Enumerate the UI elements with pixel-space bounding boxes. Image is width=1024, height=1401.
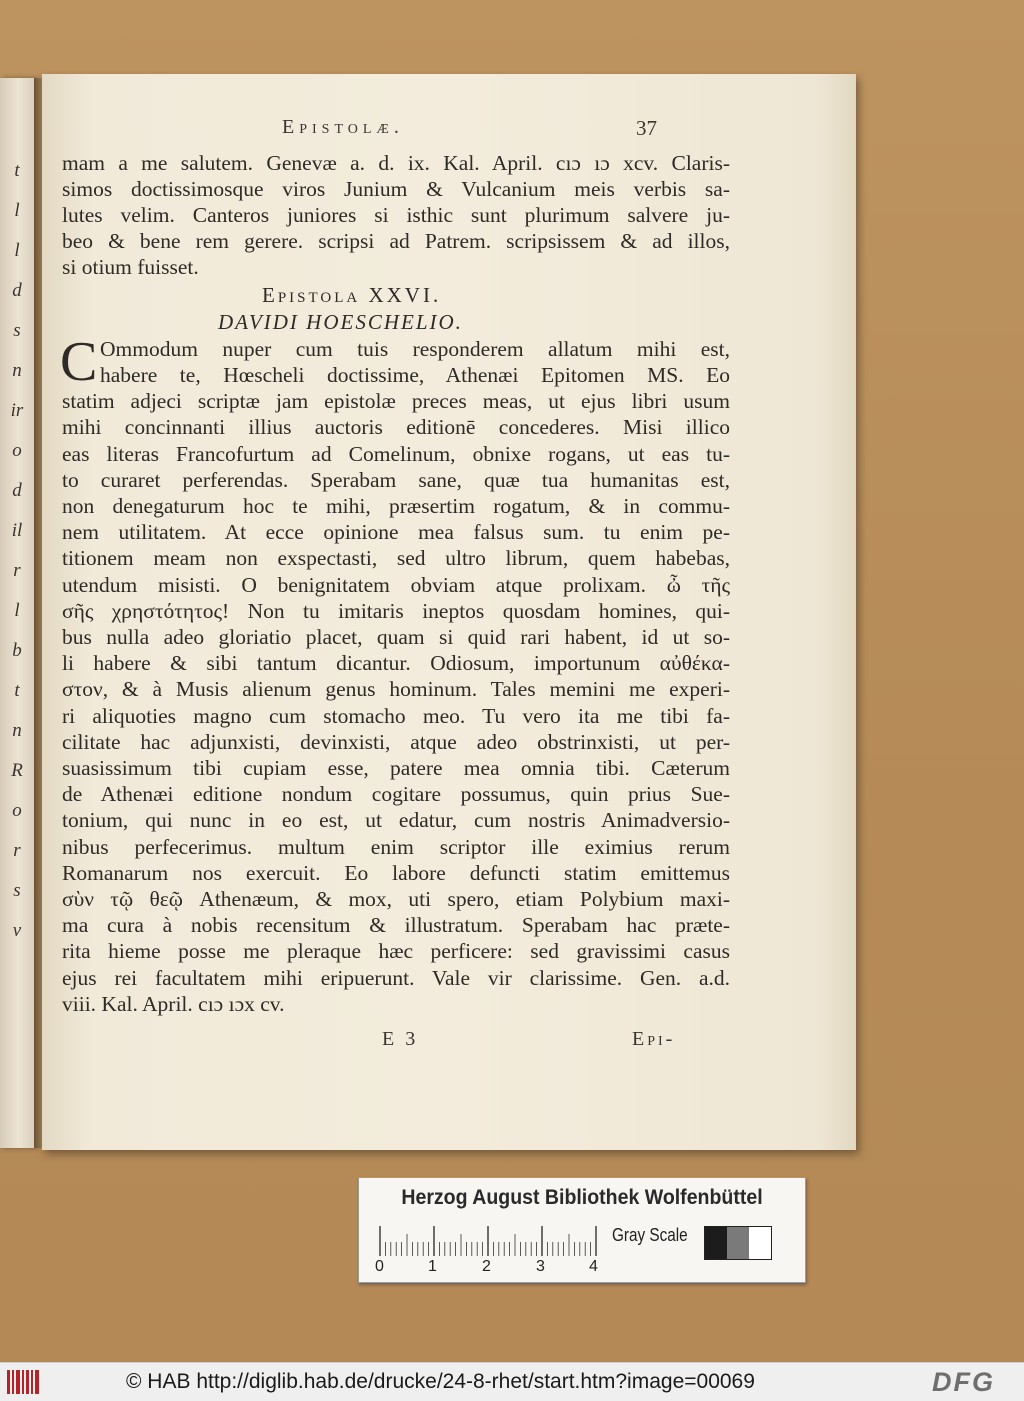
- left-page-fragment: d: [12, 280, 22, 301]
- text-line: nibus perfecerimus. multum enim scriptor ille eximius rerum: [62, 834, 730, 859]
- text-line: utendum misisti. O benignitatem obviam atque prolixam. ὦ τῆς: [62, 572, 730, 597]
- epistle-title: Epistola XXVI.: [262, 283, 442, 307]
- left-page-fragment: t: [14, 160, 20, 181]
- text-line: titionem meam non exspectasti, sed ultro librum, quem habebas,: [62, 546, 730, 571]
- left-page-fragment: il: [11, 520, 23, 541]
- gray-swatch: [705, 1227, 727, 1259]
- text-line: simos doctissimosque viros Junium & Vulcanium meis verbis sa-: [62, 177, 730, 201]
- left-page-fragment: l: [14, 240, 20, 261]
- left-page-fragment: o: [12, 800, 22, 821]
- ruler-scale: [379, 1226, 604, 1256]
- text-line: Romanarum nos exercuit. Eo labore defuncti statim emittemus: [62, 860, 730, 885]
- library-name: Herzog August Bibliothek Wolfenbüttel: [401, 1186, 763, 1209]
- drop-cap: C: [60, 331, 98, 393]
- text-line: σὺν τῷ θεῷ Athenæum, & mox, uti spero, etiam Polybium maxi-: [62, 887, 730, 911]
- text-line: beo & bene rem gerere. scripsi ad Patrem. scripsissem & ad illos,: [62, 229, 730, 253]
- text-line: ma cura à nobis recensitum & illustratum. Sperabam hac præte-: [62, 913, 730, 938]
- footer-link[interactable]: © HAB http://diglib.hab.de/drucke/24-8-rhet/start.htm?image=00069: [126, 1370, 755, 1393]
- text-line: viii. Kal. April. cıɔ ıɔx cv.: [62, 991, 285, 1016]
- left-page-fragment: r: [13, 560, 21, 581]
- text-line: ejus rei facultatem mihi eripuerunt. Vale vir clarissime. Gen. a.d.: [62, 965, 730, 990]
- text-line: li habere & sibi tantum dicantur. Odiosum, importunum αὐθέκα-: [62, 651, 730, 676]
- text-line: cilitate hac adjunxisti, devinxisti, atque adeo obstrinxisti, ut per-: [62, 729, 730, 754]
- text-line: bus nulla adeo gloriatio placet, quam si quid rari habent, id ut so-: [62, 625, 730, 649]
- text-line: ri aliquoties magno cum stomacho meo. Tu vero ita me tibi fa-: [62, 703, 730, 728]
- left-page-fragment: ir: [10, 400, 24, 421]
- barcode-icon: [6, 1368, 40, 1396]
- left-page-fragment: s: [13, 320, 21, 341]
- text-line: suasissimum tibi cupiam esse, patere mea omnia tibi. Cæterum: [62, 756, 730, 780]
- ruler-number: 0: [375, 1258, 384, 1275]
- text-line: mam a me salutem. Genevæ a. d. ix. Kal. April. cıɔ ıɔ xcv. Claris-: [62, 151, 730, 175]
- text-line: nem utilitatem. At ecce opinione mea falsus sum. tu enim pe-: [62, 520, 730, 545]
- text-line: σῆς χρηστότητος! Non tu imitaris ineptos quosdam homines, qui-: [62, 598, 730, 623]
- left-page-edge: [0, 78, 36, 1148]
- text-line: tonium, qui nunc in eo est, ut edatur, cum nostris Animadversio-: [62, 808, 730, 833]
- text-line: de Athenæi editione nondum cogitare possumus, quin prius Sue-: [62, 782, 730, 807]
- running-head: Epistolæ.: [282, 116, 404, 138]
- text-line: στον, & à Musis alienum genus hominum. Tales memini me experi-: [62, 677, 730, 702]
- ruler-number: 2: [482, 1258, 491, 1275]
- footer-bar: [0, 1362, 1024, 1401]
- gray-swatch: [727, 1227, 749, 1259]
- dfg-logo: DFG: [932, 1367, 995, 1397]
- gray-scale-label: Gray Scale: [612, 1225, 688, 1245]
- left-page-fragment: t: [14, 680, 20, 701]
- epistle-recipient: DAVIDI HOESCHELIO.: [218, 310, 463, 334]
- left-page-fragment: v: [12, 920, 22, 941]
- text-line: rita hieme posse me pleraque hæc perficere: sed gravissimi casus: [62, 939, 730, 964]
- text-line: eas literas Francofurtum ad Comelinum, obnixe rogans, ut eas tu-: [62, 441, 730, 466]
- text-line: si otium fuisset.: [62, 255, 199, 279]
- ruler-number: 4: [589, 1258, 598, 1275]
- text-line: lutes velim. Canteros juniores si isthic sunt plurimum salvere ju-: [62, 203, 730, 227]
- left-page-fragment: l: [14, 600, 20, 621]
- text-line: mihi concinnanti illius auctoris editionē concederes. Misi illico: [62, 415, 730, 440]
- gray-scale-swatches: [704, 1226, 772, 1260]
- left-page-fragment: n: [12, 720, 22, 741]
- left-page-fragment: s: [13, 880, 21, 901]
- left-page-fragment: d: [12, 480, 22, 501]
- catchword: Epi-: [632, 1028, 676, 1050]
- gray-swatch: [749, 1227, 771, 1259]
- book-page: [42, 74, 856, 1150]
- text-line: non denegaturum hoc te mihi, præsertim rogatum, & in commu-: [62, 494, 730, 518]
- left-page-fragment: b: [12, 640, 22, 661]
- left-page-fragment: r: [13, 840, 21, 861]
- left-page-fragment: R: [11, 760, 23, 781]
- page-number: 37: [636, 116, 657, 140]
- text-line: Ommodum nuper cum tuis responderem allatum mihi est,: [100, 337, 730, 361]
- left-page-fragment: l: [14, 200, 20, 221]
- ruler-number: 3: [536, 1258, 545, 1275]
- left-page-fragment: n: [12, 360, 22, 381]
- text-line: habere te, Hœscheli doctissime, Athenæi Epitomen MS. Eo: [100, 363, 730, 387]
- signature-mark: E 3: [382, 1028, 419, 1050]
- left-page-fragment: o: [12, 440, 22, 461]
- library-label: [358, 1177, 806, 1283]
- ruler-number: 1: [428, 1258, 437, 1275]
- text-line: statim adjeci scriptæ jam epistolæ preces meas, ut ejus libri usum: [62, 389, 730, 414]
- text-line: to curaret perferendas. Sperabam sane, quæ tua humanitas est,: [62, 467, 730, 492]
